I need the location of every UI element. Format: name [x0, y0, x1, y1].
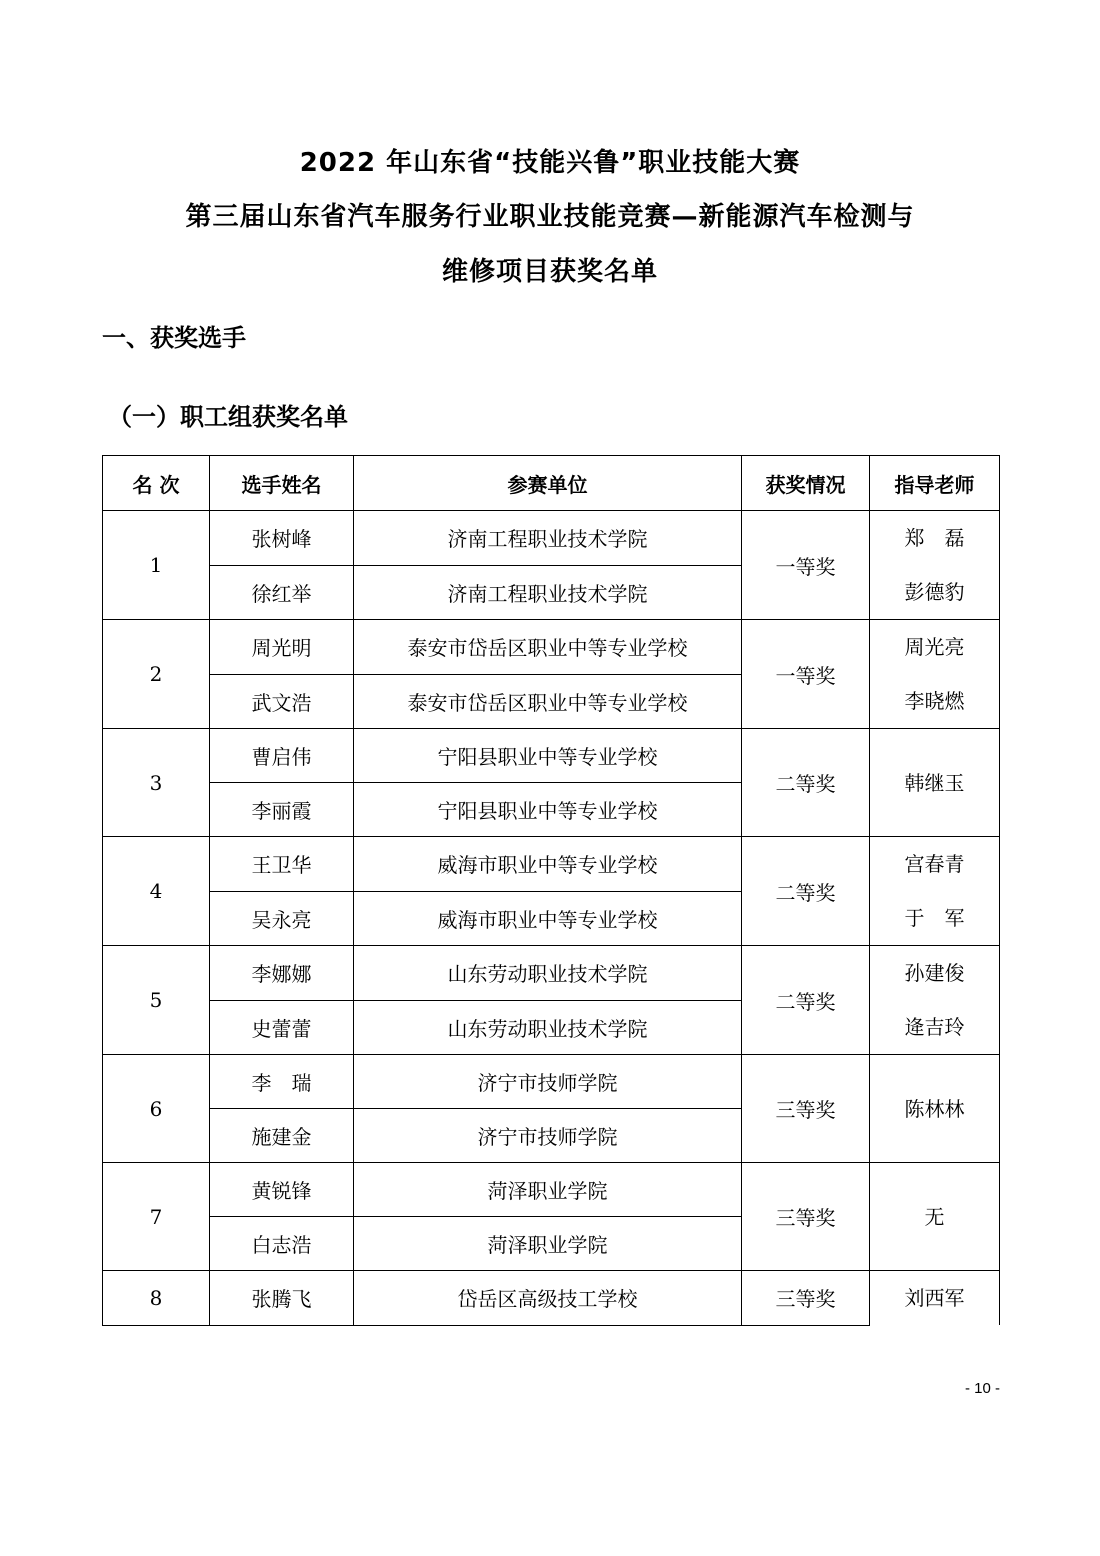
award-cell: 三等奖 — [742, 1271, 870, 1326]
award-cell: 一等奖 — [742, 511, 870, 620]
contestant-name-cell: 武文浩 — [210, 674, 354, 729]
table-row — [103, 511, 1000, 566]
contestant-name-cell: 施建金 — [210, 1109, 354, 1163]
teacher-name: 李晓燃 — [904, 689, 965, 713]
teacher-cell — [870, 729, 1000, 837]
unit-cell: 菏泽职业学院 — [354, 1163, 742, 1217]
unit-cell: 威海市职业中等专业学校 — [354, 891, 742, 946]
unit-cell: 山东劳动职业技术学院 — [354, 1000, 742, 1055]
teacher-name: 周光亮 — [904, 635, 965, 659]
award-cell: 三等奖 — [742, 1055, 870, 1163]
table-row — [103, 729, 1000, 783]
award-cell: 一等奖 — [742, 620, 870, 729]
teacher-name: 宫春青 — [904, 852, 965, 876]
table-row — [103, 1055, 1000, 1109]
contestant-name-cell: 李娜娜 — [210, 946, 354, 1001]
subsection-heading: （一）职工组获奖名单 — [108, 403, 348, 431]
rank-cell: 1 — [103, 511, 210, 620]
table-row — [103, 620, 1000, 675]
unit-cell: 岱岳区高级技工学校 — [354, 1271, 742, 1326]
teacher-name: 韩继玉 — [904, 770, 965, 795]
teacher-name: 无 — [924, 1204, 945, 1229]
unit-cell: 宁阳县职业中等专业学校 — [354, 783, 742, 837]
section-heading: 一、获奖选手 — [102, 324, 246, 352]
header-award: 获奖情况 — [742, 456, 870, 511]
table-row — [103, 1163, 1000, 1217]
unit-cell: 泰安市岱岳区职业中等专业学校 — [354, 674, 742, 729]
contestant-name-cell: 李 瑞 — [210, 1055, 354, 1109]
unit-cell: 山东劳动职业技术学院 — [354, 946, 742, 1001]
rank-cell: 2 — [103, 620, 210, 729]
awards-table — [102, 455, 1000, 1326]
teacher-name: 孙建俊 — [904, 961, 965, 985]
award-cell: 三等奖 — [742, 1163, 870, 1271]
contestant-name-cell: 徐红举 — [210, 565, 354, 620]
document-title-line-2: 第三届山东省汽车服务行业职业技能竞赛—新能源汽车检测与 — [185, 202, 915, 232]
contestant-name-cell: 黄锐锋 — [210, 1163, 354, 1217]
contestant-name-cell: 李丽霞 — [210, 783, 354, 837]
unit-cell: 菏泽职业学院 — [354, 1217, 742, 1271]
contestant-name-cell: 王卫华 — [210, 837, 354, 892]
contestant-name-cell: 曹启伟 — [210, 729, 354, 783]
table-header-row — [103, 456, 1000, 511]
table-body — [103, 511, 1000, 1326]
header-teacher: 指导老师 — [870, 456, 1000, 511]
rank-cell: 8 — [103, 1271, 210, 1326]
teacher-cell — [870, 1163, 1000, 1271]
teacher-name: 逄吉玲 — [904, 1015, 965, 1039]
table-row — [103, 837, 1000, 892]
award-cell: 二等奖 — [742, 946, 870, 1055]
table-row — [103, 1271, 1000, 1326]
award-cell: 二等奖 — [742, 729, 870, 837]
unit-cell: 威海市职业中等专业学校 — [354, 837, 742, 892]
unit-cell: 泰安市岱岳区职业中等专业学校 — [354, 620, 742, 675]
teacher-name: 刘西军 — [904, 1286, 965, 1310]
rank-cell: 4 — [103, 837, 210, 946]
teacher-name: 陈林林 — [904, 1096, 965, 1121]
unit-cell: 济宁市技师学院 — [354, 1109, 742, 1163]
unit-cell: 宁阳县职业中等专业学校 — [354, 729, 742, 783]
teacher-name: 郑 磊 — [904, 526, 965, 550]
contestant-name-cell: 张腾飞 — [210, 1271, 354, 1326]
page-number: - 10 - — [964, 1380, 1000, 1397]
teacher-cell — [870, 511, 1000, 620]
rank-cell: 5 — [103, 946, 210, 1055]
header-unit: 参赛单位 — [354, 456, 742, 511]
document-title-line-3: 维修项目获奖名单 — [441, 257, 658, 287]
unit-cell: 济南工程职业技术学院 — [354, 565, 742, 620]
contestant-name-cell: 史蕾蕾 — [210, 1000, 354, 1055]
contestant-name-cell: 周光明 — [210, 620, 354, 675]
header-rank: 名 次 — [103, 456, 210, 511]
rank-cell: 7 — [103, 1163, 210, 1271]
unit-cell: 济宁市技师学院 — [354, 1055, 742, 1109]
teacher-name: 彭德豹 — [904, 580, 965, 604]
table-row — [103, 946, 1000, 1001]
teacher-cell — [870, 1055, 1000, 1163]
contestant-name-cell: 吴永亮 — [210, 891, 354, 946]
contestant-name-cell: 张树峰 — [210, 511, 354, 566]
header-contestant-name: 选手姓名 — [210, 456, 354, 511]
teacher-cell — [870, 837, 1000, 946]
rank-cell: 3 — [103, 729, 210, 837]
teacher-name: 于 军 — [904, 906, 965, 930]
unit-cell: 济南工程职业技术学院 — [354, 511, 742, 566]
document-title-line-1: 2022 年山东省“技能兴鲁”职业技能大赛 — [299, 148, 801, 178]
rank-cell: 6 — [103, 1055, 210, 1163]
teacher-cell — [870, 620, 1000, 729]
award-cell: 二等奖 — [742, 837, 870, 946]
contestant-name-cell: 白志浩 — [210, 1217, 354, 1271]
teacher-cell — [870, 1271, 1000, 1326]
teacher-cell — [870, 946, 1000, 1055]
